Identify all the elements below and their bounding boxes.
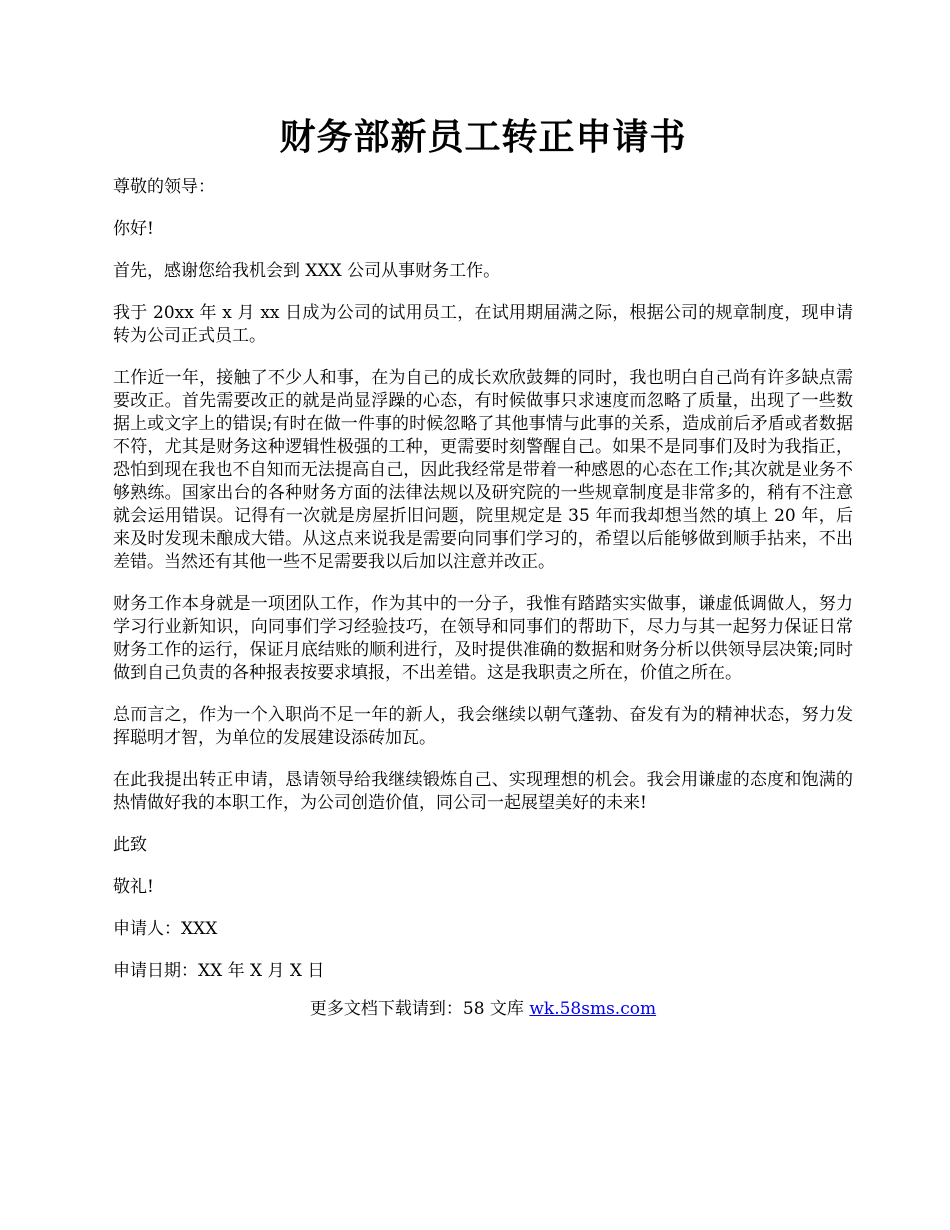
salutation: 尊敬的领导： xyxy=(113,177,215,197)
application-date: 申请日期：XX 年 X 月 X 日 xyxy=(113,961,325,981)
body-paragraph-1: 首先，感谢您给我机会到 XXX 公司从事财务工作。 xyxy=(113,261,501,281)
applicant-line: 申请人：XXX xyxy=(113,919,218,939)
body-paragraph-3: 工作近一年，接触了不少人和事，在为自己的成长欢欣鼓舞的同时，我也明白自己尚有许多缺点需要改正。首先需要改正的就是尚显浮躁的心态，有时候做事只求速度而忽略了质量，出现了一些数据上或文字上的错误;有时在做一件事的时候忽略了其他事情与此事的关系，造成前后矛盾或者数据不符，尤其是财务这种逻辑性极强的工种，更需要时刻警醒自己。如果不是同事们及时为我指正，恐怕到现在我也不自知而无法提高自己，因此我经常是带着一种感恩的心态在工作;其次就是业务不够熟练。国家出台的各种财务方面的法律法规以及研究院的一些规章制度是非常多的，稍有不注意就会运用错误。记得有一次就是房屋折旧问题，院里规定是 35 年而我却想当然的填上 20 年，后来及时发现未酿成大错。从这点来说我是需要向同事们学习的，希望以后能够做到顺手拈来，不出差错。当然还有其他一些不足需要我以后加以注意并改正。 xyxy=(113,368,853,572)
body-paragraph-6: 在此我提出转正申请，恳请领导给我继续锻炼自己、实现理想的机会。我会用谦虚的态度和饱满的热情做好我的本职工作，为公司创造价值，同公司一起展望美好的未来! xyxy=(113,770,853,813)
document-page xyxy=(113,112,853,1021)
download-link[interactable]: wk.58sms.com xyxy=(529,999,657,1019)
body-paragraph-4: 财务工作本身就是一项团队工作，作为其中的一分子，我惟有踏踏实实做事，谦虚低调做人，努力学习行业新知识，向同事们学习经验技巧，在领导和同事们的帮助下，尽力与其一起努力保证日常财务工作的运行，保证月底结账的顺利进行，及时提供准确的数据和财务分析以供领导层决策;同时做到自己负责的各种报表按要求填报，不出差错。这是我职责之所在，价值之所在。 xyxy=(113,594,853,683)
closing-line-1: 此致 xyxy=(113,835,147,855)
footer-text: 更多文档下载请到：58 文库 xyxy=(309,999,530,1019)
document-title: 财务部新员工转正申请书 xyxy=(279,116,687,158)
download-footer xyxy=(113,998,853,1021)
body-paragraph-5: 总而言之，作为一个入职尚不足一年的新人，我会继续以朝气蓬勃、奋发有为的精神状态，努力发挥聪明才智，为单位的发展建设添砖加瓦。 xyxy=(113,705,853,748)
closing-line-2: 敬礼! xyxy=(113,877,154,897)
greeting: 你好! xyxy=(113,219,154,239)
body-paragraph-2: 我于 20xx 年 x 月 xx 日成为公司的试用员工，在试用期届满之际，根据公司的规章制度，现申请转为公司正式员工。 xyxy=(113,303,853,346)
